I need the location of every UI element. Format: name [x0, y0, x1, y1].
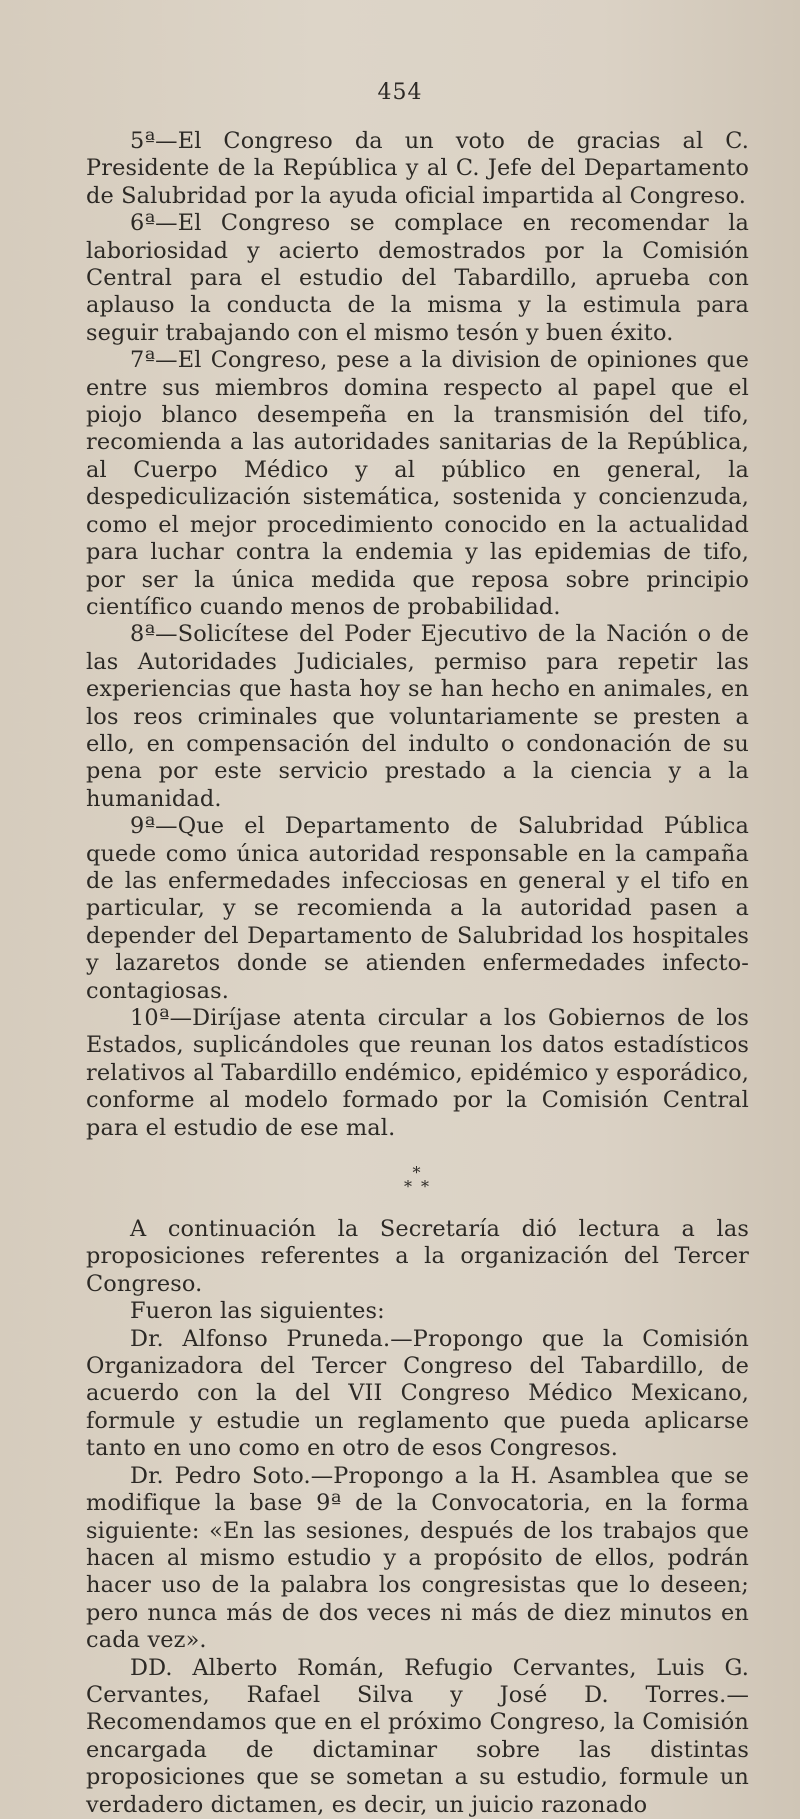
paragraph-roman: DD. Alberto Román, Refugio Cervantes, Luis G. Cervantes, Rafael Silva y José D. Torres.—Recomendamos que en el próximo Congreso, la Comisión encargada de dictaminar sobre las distintas proposiciones que se sometan a su estudio, formule un verdadero dictamen, es decir, un juicio razonado — [86, 1654, 749, 1818]
asterism-separator — [86, 1142, 749, 1216]
paragraph-fueron: Fueron las siguientes: — [130, 1298, 385, 1325]
paragraph-resolution-8: 8ª—Solicítese del Poder Ejecutivo de la Nación o de las Autoridades Judiciales, permiso para repetir las experiencias que hasta hoy se han hecho en animales, en los reos criminales que voluntariamente se presten a ello, en compensación del indulto o condonación de su pena por este servicio prestado a la ciencia y a la humanidad. — [86, 621, 749, 812]
paragraph-soto: Dr. Pedro Soto.—Propongo a la H. Asamblea que se modifique la base 9ª de la Convocatoria, en la forma siguiente: «En las sesiones, después de los trabajos que hacen al mismo estudio y a propósito de ellos, podrán hacer uso de la palabra los congresistas que lo deseen; pero nunca más de dos veces ni más de diez minutos en cada vez». — [86, 1462, 749, 1654]
paragraph-resolution-9: 9ª—Que el Departamento de Salubridad Pública quede como única autoridad responsable en la campaña de las enfermedades infecciosas en general y el tifo en particular, y se recomienda a la autoridad pasen a depender del Departamento de Salubridad los hospitales y lazaretos donde se atienden enfermedades infecto-contagiosas. — [86, 813, 749, 1004]
page-number: 454 — [377, 80, 423, 105]
paragraph-resolution-5: 5ª—El Congreso da un voto de gracias al C. Presidente de la República y al C. Jefe del Departamento de Salubridad por la ayuda oficial impartida al Congreso. — [86, 128, 749, 209]
paragraph-resolution-10: 10ª—Diríjase atenta circular a los Gobiernos de los Estados, suplicándoles que reunan los datos estadísticos relativos al Tabardillo endémico, epidémico y esporádico, conforme al modelo formado por la Comisión Central para el estudio de ese mal. — [86, 1005, 749, 1141]
asterism-top: * — [412, 1163, 423, 1183]
paragraph-secretaria: A continuación la Secretaría dió lectura a las proposiciones referentes a la organización del Tercer Congreso. — [86, 1216, 749, 1297]
body-text — [86, 128, 749, 1819]
asterism-bottom: * * — [403, 1177, 432, 1197]
paragraph-resolution-6: 6ª—El Congreso se complace en recomendar la laboriosidad y acierto demostrados por la Comisión Central para el estudio del Tabardillo, aprueba con aplauso la conducta de la misma y la estimula para seguir trabajando con el mismo tesón y buen éxito. — [86, 210, 749, 346]
paragraph-pruneda: Dr. Alfonso Pruneda.—Propongo que la Comisión Organizadora del Tercer Congreso del Tabardillo, de acuerdo con la del VII Congreso Médico Mexicano, formule y estudie un reglamento que pueda aplicarse tanto en uno como en otro de esos Congresos. — [86, 1325, 749, 1462]
paragraph-resolution-7: 7ª—El Congreso, pese a la division de opiniones que entre sus miembros domina respecto al papel que el piojo blanco desempeña en la transmisión del tifo, recomienda a las autoridades sanitarias de la República, al Cuerpo Médico y al público en general, la despediculización sistemática, sostenida y concienzuda, como el mejor procedimiento conocido en la actualidad para luchar contra la endemia y las epidemias de tifo, por ser la única medida que reposa sobre principio científico cuando menos de probabilidad. — [86, 347, 749, 620]
